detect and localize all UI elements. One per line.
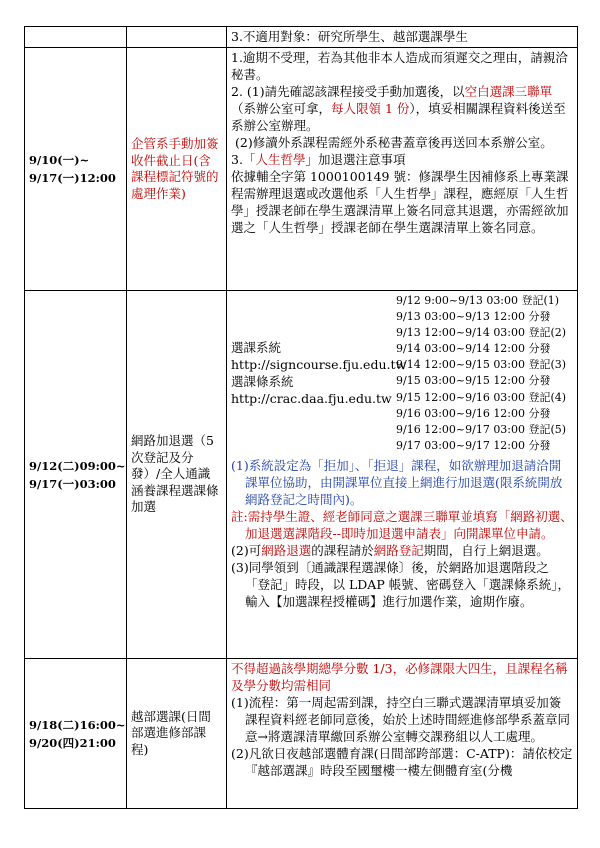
- text-span: 期間，自行上網退選。: [423, 542, 549, 558]
- text-span: 空白選課三聯單: [464, 84, 553, 99]
- warning-text: 不得超過該學期總學分數 1/3，必修課限大四生，且課程名稱及學分數均需相同: [231, 661, 568, 693]
- item-title: 企管系手動加簽收件截止日(含課程標記符號的處理作業): [131, 136, 219, 201]
- paragraph: [231, 542, 573, 559]
- paragraph: (1)系統設定為「拒加」、「拒退」課程，如欲辦理加退請洽開課單位協助，由開課單位直接上網進行加退選(限系統開放網路登記之時間內)。: [231, 457, 563, 507]
- text-span: 3.「: [231, 152, 256, 167]
- date-cell: [25, 291, 127, 659]
- item-cell: [127, 291, 227, 659]
- paragraph: (3)同學領到〔通識課程選課條〕後，於網路加退選階段之「登記」時段，以 LDAP 帳號、密碼登入「選課條系統」，輸入【加選課程授權碼】進行加選作業，逾期作廢。: [231, 559, 570, 609]
- text-span: 每人限領 1 份: [331, 101, 410, 116]
- text-span: 的課程請於: [311, 542, 374, 558]
- date-cell: [25, 659, 127, 809]
- date-cell: [25, 48, 127, 291]
- paragraph: (2)凡欲日夜越部選體育課(日間部跨部選：C-ATP)：請依校定『越部選課』時段至國璽樓一樓左側體育室(分機: [231, 746, 573, 778]
- time-slot: 9/12 9:00~9/13 03:00 登記(1): [396, 294, 560, 307]
- schedule-table: [24, 26, 578, 809]
- date-end: 9/20(四)21:00: [29, 735, 116, 750]
- time-slot: 9/15 12:00~9/16 03:00 登記(4): [396, 390, 567, 404]
- system-label: 選課系統: [231, 340, 282, 356]
- date-start: 9/18(二)16:00~: [29, 717, 126, 732]
- time-slot: 9/16 12:00~9/17 03:00 登記(5): [396, 422, 567, 436]
- time-slot: 9/14 03:00~9/14 12:00 分發: [396, 342, 551, 356]
- desc-cell: [227, 291, 578, 659]
- system-url[interactable]: http://crac.daa.fju.edu.tw: [231, 391, 392, 407]
- text-span: 2. (1)請先確認該課程接受手動加選後，以: [231, 84, 465, 99]
- text-span: （系辦公室可拿，: [231, 101, 332, 116]
- time-slot: 9/14 12:00~9/15 03:00 登記(3): [396, 358, 567, 372]
- desc-cell: [227, 48, 578, 291]
- not-applicable-text: 3.不適用對象：研究所學生、越部選課學生: [231, 29, 468, 44]
- paragraph: 註:需持學生證、經老師同意之選課三聯單並填寫「網路初選、加退選選課階段--即時加退選申請表」向開課單位申請。: [231, 508, 573, 541]
- text-span: 網路登記: [373, 542, 424, 558]
- table-row: [25, 291, 578, 659]
- time-slot: 9/13 03:00~9/13 12:00 分發: [396, 310, 551, 324]
- system-url[interactable]: http://signcourse.fju.edu.tw: [231, 357, 407, 373]
- paragraph: (1)流程：第一周起需到課，持空白三聯式選課清單填妥加簽課程資料經老師同意後，始於上述時間經進修部學系蓋章同意→將選課清單繳回系辦公室轉交課務組以人工處理。: [231, 695, 571, 744]
- date-end: 9/17(一)03:00: [29, 476, 116, 491]
- time-slot: 9/17 03:00~9/17 12:00 分發: [396, 438, 551, 452]
- system-label: 選課條系統: [231, 374, 294, 390]
- schedule-subtable: [227, 291, 577, 612]
- item-cell: [127, 27, 227, 48]
- time-slots: [393, 291, 577, 456]
- paragraph: (2)修讀外系課程需經外系秘書蓋章後再送回本系辦公室。: [235, 135, 553, 150]
- date-start: 9/12(二)09:00~: [29, 458, 126, 473]
- notes: [227, 456, 577, 612]
- table-row: [25, 659, 578, 809]
- item-cell: [127, 48, 227, 291]
- paragraph: [231, 151, 573, 168]
- time-slot: 9/13 12:00~9/14 03:00 登記(2): [396, 326, 567, 340]
- paragraph: 依據輔全字第 1000100149 號：修課學生因補修系上專業課程需辦理退選或改選他系「人生哲學」課程，應經原「人生哲學」授課老師在學生選課清單上簽名同意其退選，亦需經欲加選之「人生哲學」授課老師在學生選課清單上簽名同意。: [231, 169, 569, 235]
- date-end: 9/17(一)12:00: [29, 171, 116, 185]
- system-info: [227, 291, 407, 456]
- paragraph: [231, 83, 573, 134]
- text-span: (2)可: [231, 542, 262, 558]
- item-cell: [127, 659, 227, 809]
- table-row: [25, 27, 578, 48]
- text-span: 網路退選: [261, 542, 312, 558]
- time-slot: 9/16 03:00~9/16 12:00 分發: [396, 406, 551, 420]
- item-title: 網路加退選（5 次登記及分發）/全人通識涵養課程選課條加選: [131, 433, 219, 515]
- text-span: 」加退選注意事項: [305, 152, 406, 167]
- desc-cell: [227, 659, 578, 809]
- date-start: 9/10(一)~: [29, 153, 90, 167]
- item-title: 越部選課(日間部選進修部課程): [131, 708, 211, 757]
- time-slot: 9/15 03:00~9/15 12:00 分發: [396, 374, 551, 388]
- desc-cell: [227, 27, 578, 48]
- date-cell: [25, 27, 127, 48]
- text-span: ），填妥相關課程資料後送至系辦公室辦理。: [231, 101, 566, 133]
- paragraph: 1.逾期不受理，若為其他非本人造成而須遲交之理由，請親洽秘書。: [231, 50, 568, 82]
- text-span: 人生哲學: [255, 152, 306, 167]
- table-row: [25, 48, 578, 291]
